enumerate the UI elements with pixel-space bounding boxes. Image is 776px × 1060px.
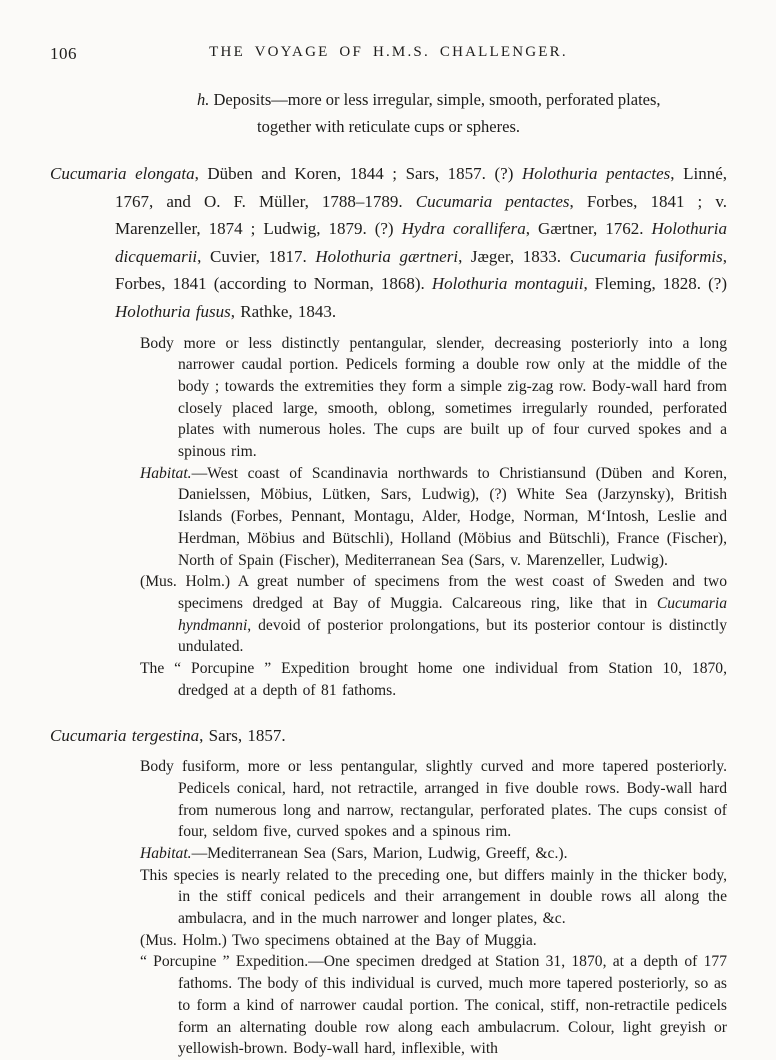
species-entry-cucumaria-elongata <box>50 160 727 702</box>
description-paragraph-body: Body more or less distinctly pentangular, slender, decreasing posteriorly into a long narrower caudal portion. Pedicels forming a double row only at the middle of the body ; towards the extremities they form a simple zig-zag row. Body-wall hard from closely placed large, smooth, oblong, sometimes irregularly rounded, perforated plates with numerous holes. The cups are built up of four curved spokes and a spinous rim. <box>140 334 727 461</box>
species-entry-cucumaria-tergestina <box>50 722 727 1060</box>
species-description <box>50 333 727 702</box>
page-header <box>50 44 727 64</box>
description-paragraph-porcupine: The “ Porcupine ” Expedition brought home one individual from Station 10, 1870, dredged at a depth of 81 fathoms. <box>140 660 727 699</box>
deposit-key-note <box>50 86 727 140</box>
description-paragraph-body: Body fusiform, more or less pentangular, slightly curved and more tapered posteriorly. Pedicels conical, hard, not retractile, arranged in five double rows. Body-wall hard from numerous long and narrow, rectangular, perforated plates. The cups consist of four, seldom five, curved spokes and a spinous rim. <box>140 758 727 841</box>
description-paragraph-museum: (Mus. Holm.) Two specimens obtained at the Bay of Muggia. <box>140 931 537 949</box>
description-paragraph-museum: (Mus. Holm.) A great number of specimens from the west coast of Sweden and two specimens dredged at Bay of Muggia. Calcareous ring, like that in Cucumaria hyndmanni, devoid of posterior prolongations, but its posterior contour is distinctly undulated. <box>140 573 727 656</box>
running-title: THE VOYAGE OF H.M.S. CHALLENGER. <box>209 44 568 60</box>
species-description <box>50 756 727 1060</box>
page-number: 106 <box>50 44 77 63</box>
deposit-note-line-1: h. Deposits—more or less irregular, simple, smooth, perforated plates, <box>197 90 661 109</box>
description-paragraph-habitat: Habitat.—Mediterranean Sea (Sars, Marion, Ludwig, Greeff, &c.). <box>140 844 568 862</box>
description-paragraph-comparison: This species is nearly related to the preceding one, but differs mainly in the thicker body, in the stiff conical pedicels and their arrangement in double rows all along the ambulacra, and in the much narrower and longer plates, &c. <box>140 866 727 928</box>
species-synonymy-heading: Cucumaria elongata, Düben and Koren, 1844 ; Sars, 1857. (?) Holothuria pentactes, Linné, 1767, and O. F. Müller, 1788–1789. Cucumaria pentactes, Forbes, 1841 ; v. Marenzeller, 1874 ; Ludwig, 1879. (?) Hydra corallifera, Gærtner, 1762. Holothuria dicquemarii, Cuvier, 1817. Holothuria gærtneri, Jæger, 1833. Cucumaria fusiformis, Forbes, 1841 (according to Norman, 1868). Holothuria montaguii, Fleming, 1828. (?) Holothuria fusus, Rathke, 1843. <box>50 164 728 321</box>
deposit-note-line-2: together with reticulate cups or spheres. <box>257 117 520 136</box>
description-paragraph-habitat: Habitat.—West coast of Scandinavia northwards to Christiansund (Düben and Koren, Danielssen, Möbius, Lütken, Sars, Ludwig), (?) White Sea (Jarzynsky), British Islands (Forbes, Pennant, Montagu, Alder, Hodge, Norman, M‘Intosh, Leslie and Herdman, Möbius and Bütschli), Holland (Möbius and Bütschli), France (Fischer), North of Spain (Fischer), Mediterranean Sea (Sars, v. Marenzeller, Ludwig). <box>140 464 727 569</box>
species-synonymy-heading: Cucumaria tergestina, Sars, 1857. <box>50 725 286 745</box>
description-paragraph-porcupine: “ Porcupine ” Expedition.—One specimen dredged at Station 31, 1870, at a depth of 177 fathoms. The body of this individual is curved, much more tapered posteriorly, so as to form a kind of narrower caudal portion. The conical, stiff, non-retractile pedicels form an alternating double row along each ambulacrum. Colour, light greyish or yellowish-brown. Body-wall hard, inflexible, with <box>140 953 727 1058</box>
